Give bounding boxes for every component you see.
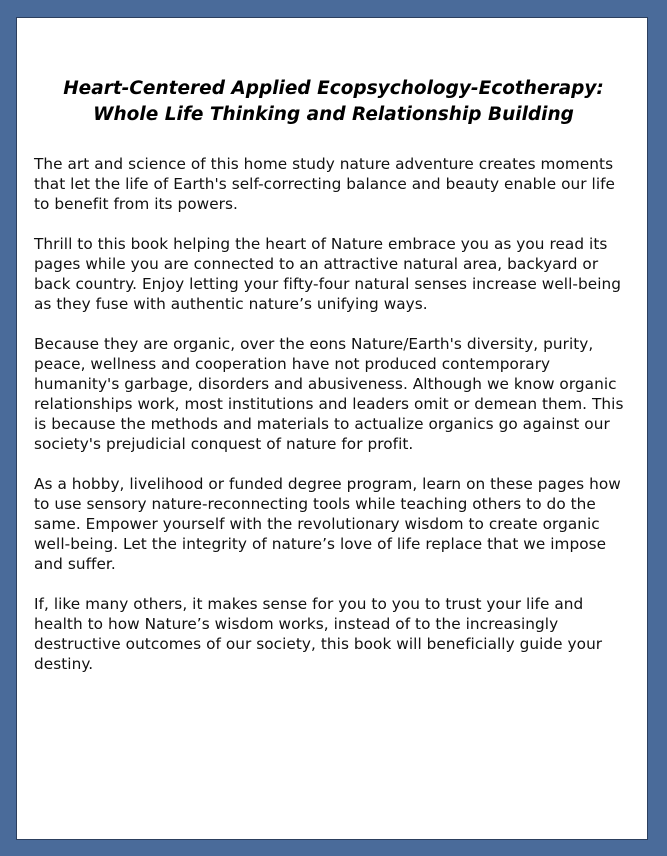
paragraph-1: The art and science of this home study nature adventure creates moments that let the life of Earth's self-correcting balance and beauty enable our life to benefit from its powers. <box>34 155 616 213</box>
paragraph-5: If, like many others, it makes sense for you to you to trust your life and health to how Nature’s wisdom works, instead of to the increasingly destructive outcomes of our society, this book will beneficially guide your destiny. <box>34 595 603 673</box>
paragraph-4: As a hobby, livelihood or funded degree program, learn on these pages how to use sensory nature-reconnecting tools while teaching others to do the same. Empower yourself with the revolutionary wisdom to create organic well-being. Let the integrity of nature’s love of life replace that we impose and suffer. <box>34 475 621 573</box>
title-line-2: Whole Life Thinking and Relationship Building <box>93 104 574 125</box>
paragraph-2: Thrill to this book helping the heart of Nature embrace you as you read its pages while you are connected to an attractive natural area, backyard or back country. Enjoy letting your fifty-four natural senses increase well-being as they fuse with authentic nature’s unifying ways. <box>34 235 621 313</box>
title-line-1: Heart-Centered Applied Ecopsychology-Ecotherapy: <box>63 78 604 99</box>
page-title <box>34 76 633 128</box>
paragraph-3: Because they are organic, over the eons Nature/Earth's diversity, purity, peace, wellness and cooperation have not produced contemporary humanity's garbage, disorders and abusiveness. Although we know organic relationships work, most institutions and leaders omit or demean them. This is because the methods and materials to actualize organics go against our society's prejudicial conquest of nature for profit. <box>34 335 624 453</box>
document-page <box>16 17 648 840</box>
